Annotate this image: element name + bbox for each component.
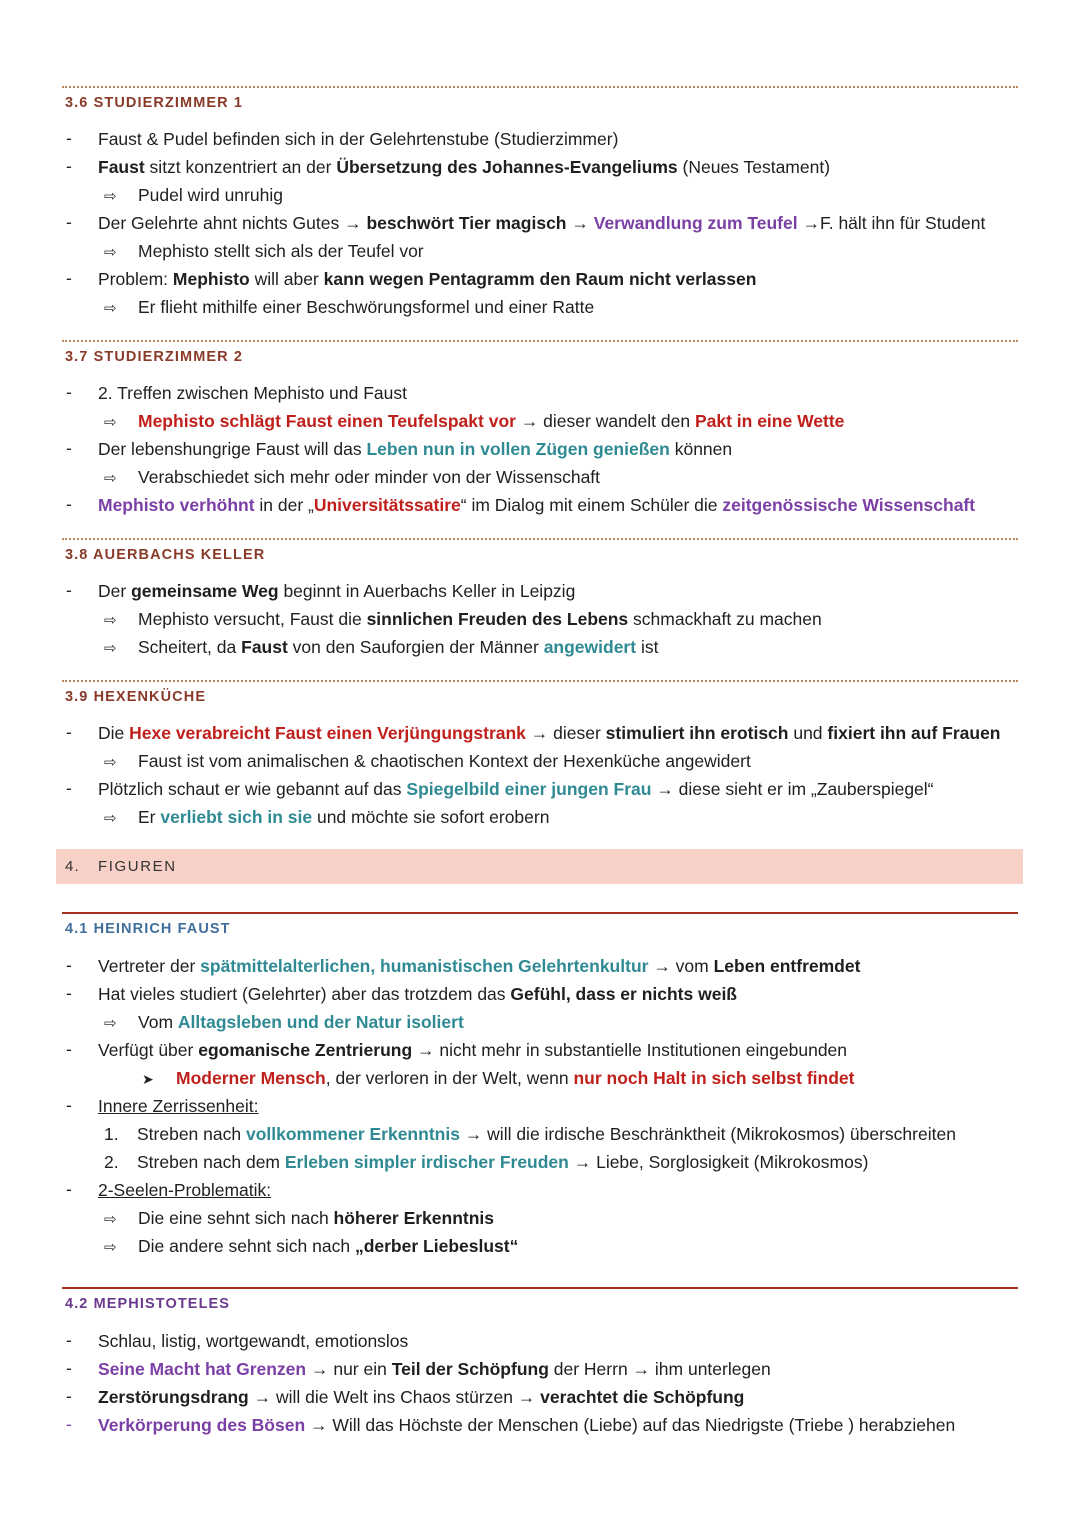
bullet-text: Die Hexe verabreicht Faust einen Verjüngungstrank → dieser stimuliert ihn erotisch und fixiert ihn auf Frauen xyxy=(98,723,1001,743)
section-heading-4-1: 4.1 HEINRICH FAUST xyxy=(65,921,231,937)
bullet-dash: - xyxy=(66,382,72,402)
bullet-dash: - xyxy=(66,494,72,514)
arrow-icon: ⇨ xyxy=(104,810,117,827)
sub-bullet: ⇨ Scheitert, da Faust von den Sauforgien der Männer angewidert ist xyxy=(104,636,658,660)
bullet-dash: - xyxy=(66,268,72,288)
sub-bullet: ⇨ Er flieht mithilfe einer Beschwörungsformel und einer Ratte xyxy=(104,296,594,320)
bullet-dash: - xyxy=(66,1386,72,1406)
bullet-text: 2-Seelen-Problematik: xyxy=(98,1180,272,1200)
section-heading-3-7: 3.7 STUDIERZIMMER 2 xyxy=(65,349,244,365)
section-heading-3-8: 3.8 AUERBACHS KELLER xyxy=(65,547,266,563)
bullet-dash: - xyxy=(66,1414,72,1434)
arrow-icon: ⇨ xyxy=(104,244,117,261)
bullet-dash: - xyxy=(66,983,72,1003)
numbered-item: 2. Streben nach dem Erleben simpler irdischer Freuden → Liebe, Sorglosigkeit (Mikrokosmos) xyxy=(104,1152,869,1172)
bullet-text: Problem: Mephisto will aber kann wegen Pentagramm den Raum nicht verlassen xyxy=(98,269,757,289)
sub-bullet: ⇨ Mephisto stellt sich als der Teufel vor xyxy=(104,240,424,264)
section-divider xyxy=(62,912,1018,914)
sub-bullet: ⇨ Mephisto versucht, Faust die sinnlichen Freuden des Lebens schmackhaft zu machen xyxy=(104,608,822,632)
section-heading-3-9: 3.9 HEXENKÜCHE xyxy=(65,689,207,705)
bullet-dash: - xyxy=(66,1039,72,1059)
section-divider xyxy=(62,1287,1018,1289)
arrow-icon: ⇨ xyxy=(104,640,117,657)
bullet-dash: - xyxy=(66,212,72,232)
section-divider xyxy=(62,538,1018,540)
arrow-icon: ⇨ xyxy=(104,612,117,629)
arrow-icon: ⇨ xyxy=(104,1015,117,1032)
bullet-dash: - xyxy=(66,128,72,148)
bullet-dash: - xyxy=(66,955,72,975)
bullet-text: 2. Treffen zwischen Mephisto und Faust xyxy=(98,383,408,403)
arrow-icon: ⇨ xyxy=(104,1211,117,1228)
arrow-icon: ⇨ xyxy=(104,414,117,431)
bullet-text: Verkörperung des Bösen → Will das Höchste der Menschen (Liebe) auf das Niedrigste (Triebe ) herabziehen xyxy=(98,1415,956,1435)
arrow-icon: ⇨ xyxy=(104,188,117,205)
bullet-text: Faust & Pudel befinden sich in der Gelehrtenstube (Studierzimmer) xyxy=(98,129,619,149)
arrow-icon: ⇨ xyxy=(104,1239,117,1256)
bullet-text: Plötzlich schaut er wie gebannt auf das Spiegelbild einer jungen Frau → diese sieht er im „Zauberspiegel“ xyxy=(98,779,934,799)
bullet-dash: - xyxy=(66,1179,72,1199)
section-divider xyxy=(62,680,1018,682)
bullet-text: Verfügt über egomanische Zentrierung → nicht mehr in substantielle Institutionen eingebunden xyxy=(98,1040,848,1060)
sub-bullet: ⇨ Verabschiedet sich mehr oder minder von der Wissenschaft xyxy=(104,466,600,490)
bullet-text: Hat vieles studiert (Gelehrter) aber das trotzdem das Gefühl, dass er nichts weiß xyxy=(98,984,737,1004)
bullet-text: Vertreter der spätmittelalterlichen, humanistischen Gelehrtenkultur → vom Leben entfremdet xyxy=(98,956,861,976)
bullet-text: Der lebenshungrige Faust will das Leben nun in vollen Zügen genießen können xyxy=(98,439,733,459)
section-divider xyxy=(62,340,1018,342)
arrow-icon: ⇨ xyxy=(104,470,117,487)
sub-bullet: ⇨ Vom Alltagsleben und der Natur isoliert xyxy=(104,1011,464,1035)
arrow-icon: ⇨ xyxy=(104,300,117,317)
bullet-text: Der Gelehrte ahnt nichts Gutes → beschwört Tier magisch → Verwandlung zum Teufel →F. hält ihn für Student xyxy=(98,213,986,233)
bullet-dash: - xyxy=(66,1095,72,1115)
bullet-text: Schlau, listig, wortgewandt, emotionslos xyxy=(98,1331,409,1351)
sub-bullet: ⇨ Mephisto schlägt Faust einen Teufelspakt vor → dieser wandelt den Pakt in eine Wette xyxy=(104,410,844,434)
bullet-dash: - xyxy=(66,438,72,458)
bullet-dash: - xyxy=(66,722,72,742)
bullet-text: Innere Zerrissenheit: xyxy=(98,1096,259,1116)
bullet-text: Der gemeinsame Weg beginnt in Auerbachs Keller in Leipzig xyxy=(98,581,576,601)
bullet-text: Mephisto verhöhnt in der „Universitätssatire“ im Dialog mit einem Schüler die zeitgenössische Wissenschaft xyxy=(98,495,976,515)
chapter-banner xyxy=(56,849,1023,884)
chapter-number: 4. xyxy=(65,858,80,875)
bullet-dash: - xyxy=(66,1358,72,1378)
sub-bullet: ⇨ Die andere sehnt sich nach „derber Liebeslust“ xyxy=(104,1235,518,1259)
triangle-bullet-icon: ➤ xyxy=(142,1071,154,1087)
numbered-item: 1. Streben nach vollkommener Erkenntnis → will die irdische Beschränktheit (Mikrokosmos) überschreiten xyxy=(104,1124,956,1144)
bullet-dash: - xyxy=(66,156,72,176)
bullet-text: Seine Macht hat Grenzen → nur ein Teil der Schöpfung der Herrn → ihm unterlegen xyxy=(98,1359,771,1379)
arrow-icon: ⇨ xyxy=(104,754,117,771)
sub-bullet: ⇨ Er verliebt sich in sie und möchte sie sofort erobern xyxy=(104,806,549,830)
chapter-title: FIGUREN xyxy=(98,858,177,875)
bullet-dash: - xyxy=(66,580,72,600)
sub-bullet: ⇨ Faust ist vom animalischen & chaotischen Kontext der Hexenküche angewidert xyxy=(104,750,751,774)
sub-bullet: ⇨ Die eine sehnt sich nach höherer Erkenntnis xyxy=(104,1207,494,1231)
bullet-dash: - xyxy=(66,1330,72,1350)
section-divider xyxy=(62,86,1018,88)
bullet-text: Zerstörungsdrang → will die Welt ins Chaos stürzen → verachtet die Schöpfung xyxy=(98,1387,745,1407)
section-heading-3-6: 3.6 STUDIERZIMMER 1 xyxy=(65,95,244,111)
sub-bullet: ⇨ Pudel wird unruhig xyxy=(104,184,283,208)
bullet-text: Faust sitzt konzentriert an der Übersetzung des Johannes-Evangeliums (Neues Testament) xyxy=(98,157,831,177)
section-heading-4-2: 4.2 MEPHISTOTELES xyxy=(65,1296,231,1312)
sub-bullet: ➤ Moderner Mensch, der verloren in der Welt, wenn nur noch Halt in sich selbst findet xyxy=(142,1068,855,1088)
bullet-dash: - xyxy=(66,778,72,798)
